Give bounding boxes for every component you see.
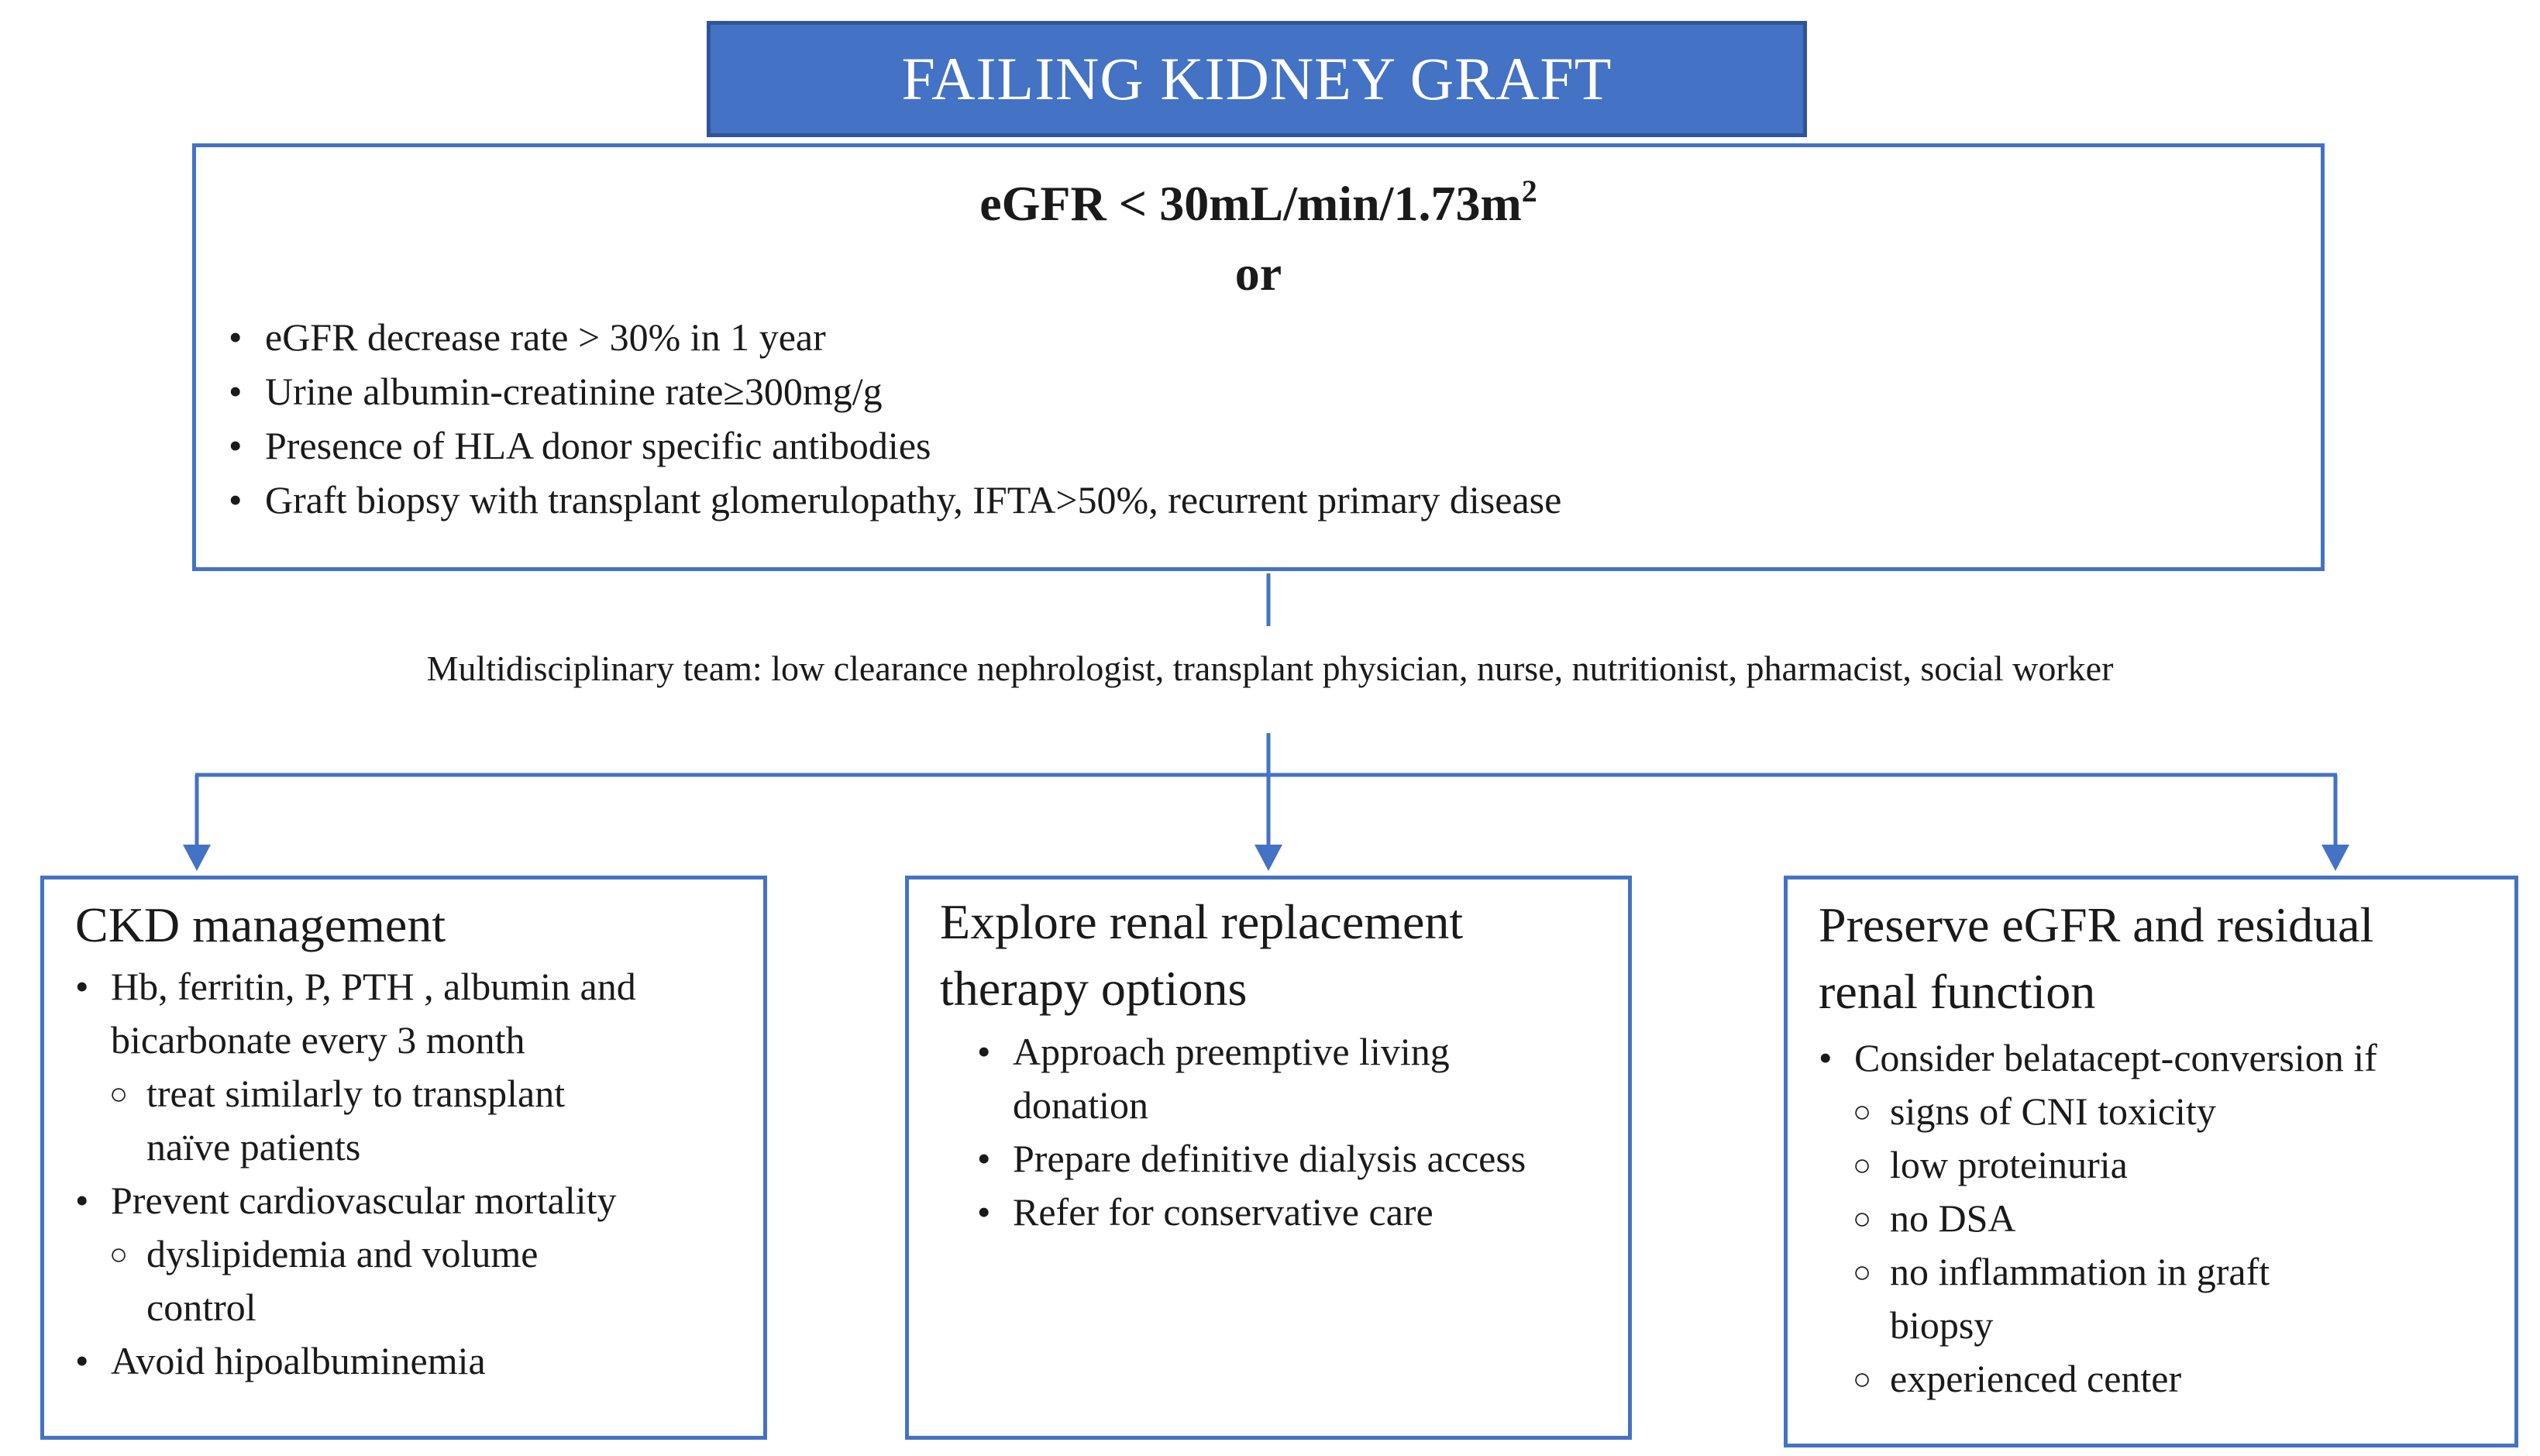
main-criterion [196,173,2321,232]
criteria-box [192,143,2325,571]
preserve-subitem-continuation: biopsy [1890,1303,1994,1347]
preserve-subitem: ○ low proteinuria [1819,1138,2377,1192]
rrt-card-title-line2: therapy options [940,961,1248,1016]
criteria-item: • Urine albumin-creatinine rate≥300mg/g [229,364,1561,418]
ckd-subitem-continuation: naïve patients [146,1125,361,1169]
sub-bullet-icon: ○ [1853,1148,1872,1182]
sub-bullet-icon: ○ [1853,1255,1872,1289]
bullet-icon: • [977,1190,991,1234]
main-criterion-superscript: 2 [1521,174,1537,208]
preserve-egfr-card [1784,876,2518,1447]
arrowhead-left [183,845,211,871]
ckd-card-title: CKD management [75,897,446,952]
bullet-icon: • [75,965,89,1008]
sub-bullet-icon: ○ [109,1237,129,1272]
preserve-card-title-line2: renal function [1819,964,2096,1019]
sub-bullet-icon: ○ [1853,1094,1872,1129]
ckd-item-continuation: bicarbonate every 3 month [111,1018,525,1062]
bullet-icon: • [229,424,243,467]
ckd-subitem: ○ treat similarly to transplant [75,1067,636,1120]
criteria-item: • Graft biopsy with transplant glomerulopathy, IFTA>50%, recurrent primary disease [229,473,1561,527]
sub-bullet-icon: ○ [109,1076,129,1111]
ckd-item: • Hb, ferritin, P, PTH , albumin and [75,960,636,1014]
or-label: or [1234,246,1282,301]
bullet-icon: • [229,370,243,413]
bullet-icon: • [977,1030,991,1073]
preserve-list [1819,1031,2377,1406]
ckd-management-card [40,876,767,1440]
title-box [707,21,1807,137]
criteria-list [229,310,1561,527]
ckd-item: • Avoid hipoalbuminemia [75,1334,636,1388]
rrt-card-title-line1: Explore renal replacement [940,894,1464,949]
rrt-item: • Prepare definitive dialysis access [977,1132,1526,1186]
bullet-icon: • [1819,1036,1833,1079]
bullet-icon: • [75,1179,89,1222]
criteria-item: • eGFR decrease rate > 30% in 1 year [229,310,1561,364]
bullet-icon: • [229,478,243,521]
arrowhead-right [2321,845,2349,871]
ckd-subitem-continuation: control [146,1286,256,1329]
preserve-subitem: ○ signs of CNI toxicity [1819,1085,2377,1138]
rrt-item: • Approach preemptive living [977,1025,1526,1079]
criteria-item: • Presence of HLA donor specific antibodies [229,418,1561,473]
rrt-options-card [905,876,1632,1440]
main-criterion-text: eGFR < 30mL/min/1.73m [979,176,1522,231]
preserve-subitem: ○ no inflammation in graft [1819,1245,2377,1299]
rrt-item: • Refer for conservative care [977,1186,1526,1239]
team-label: Multidisciplinary team: low clearance nephrologist, transplant physician, nurse, nutritionist, pharmacist, social worker [426,649,2114,688]
bullet-icon: • [229,315,243,359]
rrt-list [977,1025,1526,1239]
preserve-subitem: ○ experienced center [1819,1352,2377,1406]
arrowhead-middle [1255,845,1282,871]
diagram-title: FAILING KIDNEY GRAFT [901,45,1612,112]
bullet-icon: • [977,1137,991,1180]
preserve-subitem: ○ no DSA [1819,1192,2377,1245]
ckd-item: • Prevent cardiovascular mortality [75,1174,636,1227]
rrt-item-continuation: donation [1013,1083,1148,1127]
ckd-list [75,960,636,1388]
preserve-card-title-line1: Preserve eGFR and residual [1819,897,2374,952]
ckd-subitem: ○ dyslipidemia and volume [75,1227,636,1281]
preserve-item: • Consider belatacept-conversion if [1819,1031,2377,1085]
sub-bullet-icon: ○ [1853,1361,1872,1396]
bullet-icon: • [75,1339,89,1382]
sub-bullet-icon: ○ [1853,1201,1872,1236]
